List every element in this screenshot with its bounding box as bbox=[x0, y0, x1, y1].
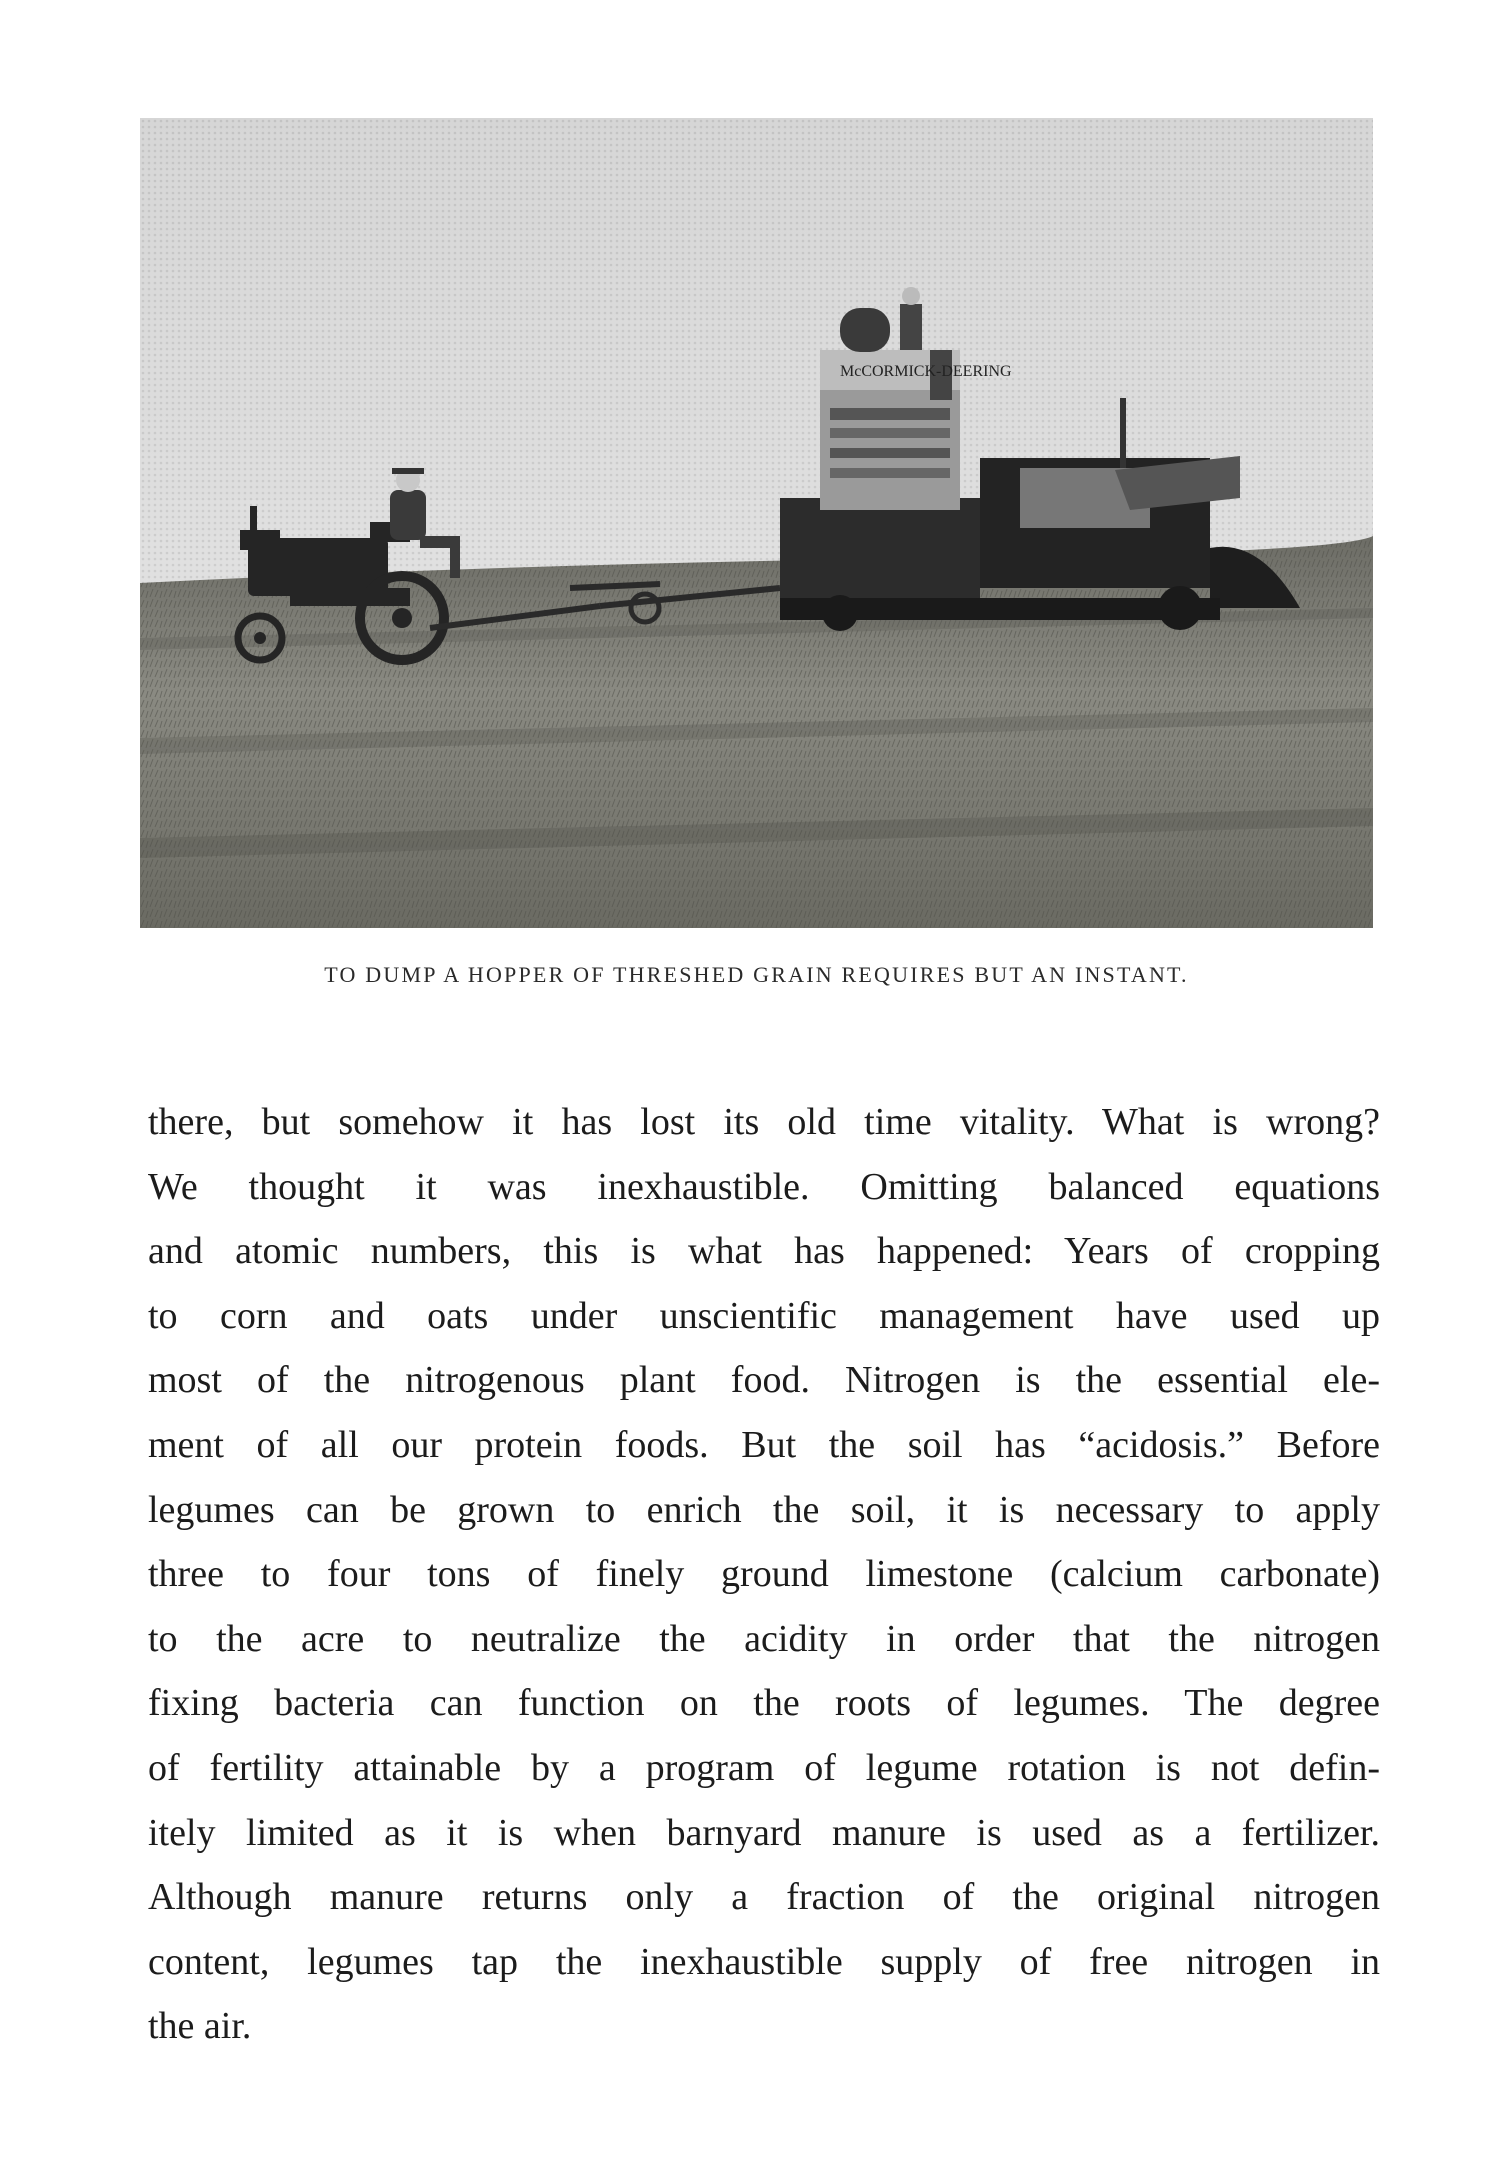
combine-lettering: McCORMICK-DEERING bbox=[840, 363, 1012, 380]
body-line: to the acre to neutralize the acidity in order that the nitrogen bbox=[148, 1617, 1380, 1660]
body-line: there, but somehow it has lost its old time vitality. What is wrong? bbox=[148, 1101, 1380, 1143]
harvest-photograph bbox=[140, 118, 1373, 928]
body-line: most of the nitrogenous plant food. Nitrogen is the essential ele- bbox=[148, 1359, 1380, 1402]
photo-caption: TO DUMP A HOPPER OF THRESHED GRAIN REQUIRES BUT AN INSTANT. bbox=[324, 962, 1189, 987]
body-line: fixing bacteria can function on the roots of legumes. The degree bbox=[148, 1682, 1380, 1725]
body-line: ment of all our protein foods. But the soil has “acidosis.” Before bbox=[148, 1423, 1380, 1466]
body-line: of fertility attainable by a program of legume rotation is not defin- bbox=[148, 1746, 1380, 1789]
body-line: itely limited as it is when barnyard manure is used as a fertilizer. bbox=[148, 1811, 1380, 1854]
body-line: to corn and oats under unscientific management have used up bbox=[148, 1294, 1380, 1337]
body-line: content, legumes tap the inexhaustible supply of free nitrogen in bbox=[148, 1940, 1380, 1983]
body-line: three to four tons of finely ground limestone (calcium carbonate) bbox=[148, 1553, 1380, 1596]
body-line: Although manure returns only a fraction of the original nitrogen bbox=[148, 1876, 1380, 1919]
body-paragraph bbox=[148, 1090, 1380, 2059]
body-line: We thought it was inexhaustible. Omitting balanced equations bbox=[148, 1165, 1380, 1208]
body-line: the air. bbox=[148, 2005, 252, 2048]
body-line: legumes can be grown to enrich the soil, it is necessary to apply bbox=[148, 1488, 1380, 1531]
body-line: and atomic numbers, this is what has happened: Years of cropping bbox=[148, 1230, 1380, 1273]
